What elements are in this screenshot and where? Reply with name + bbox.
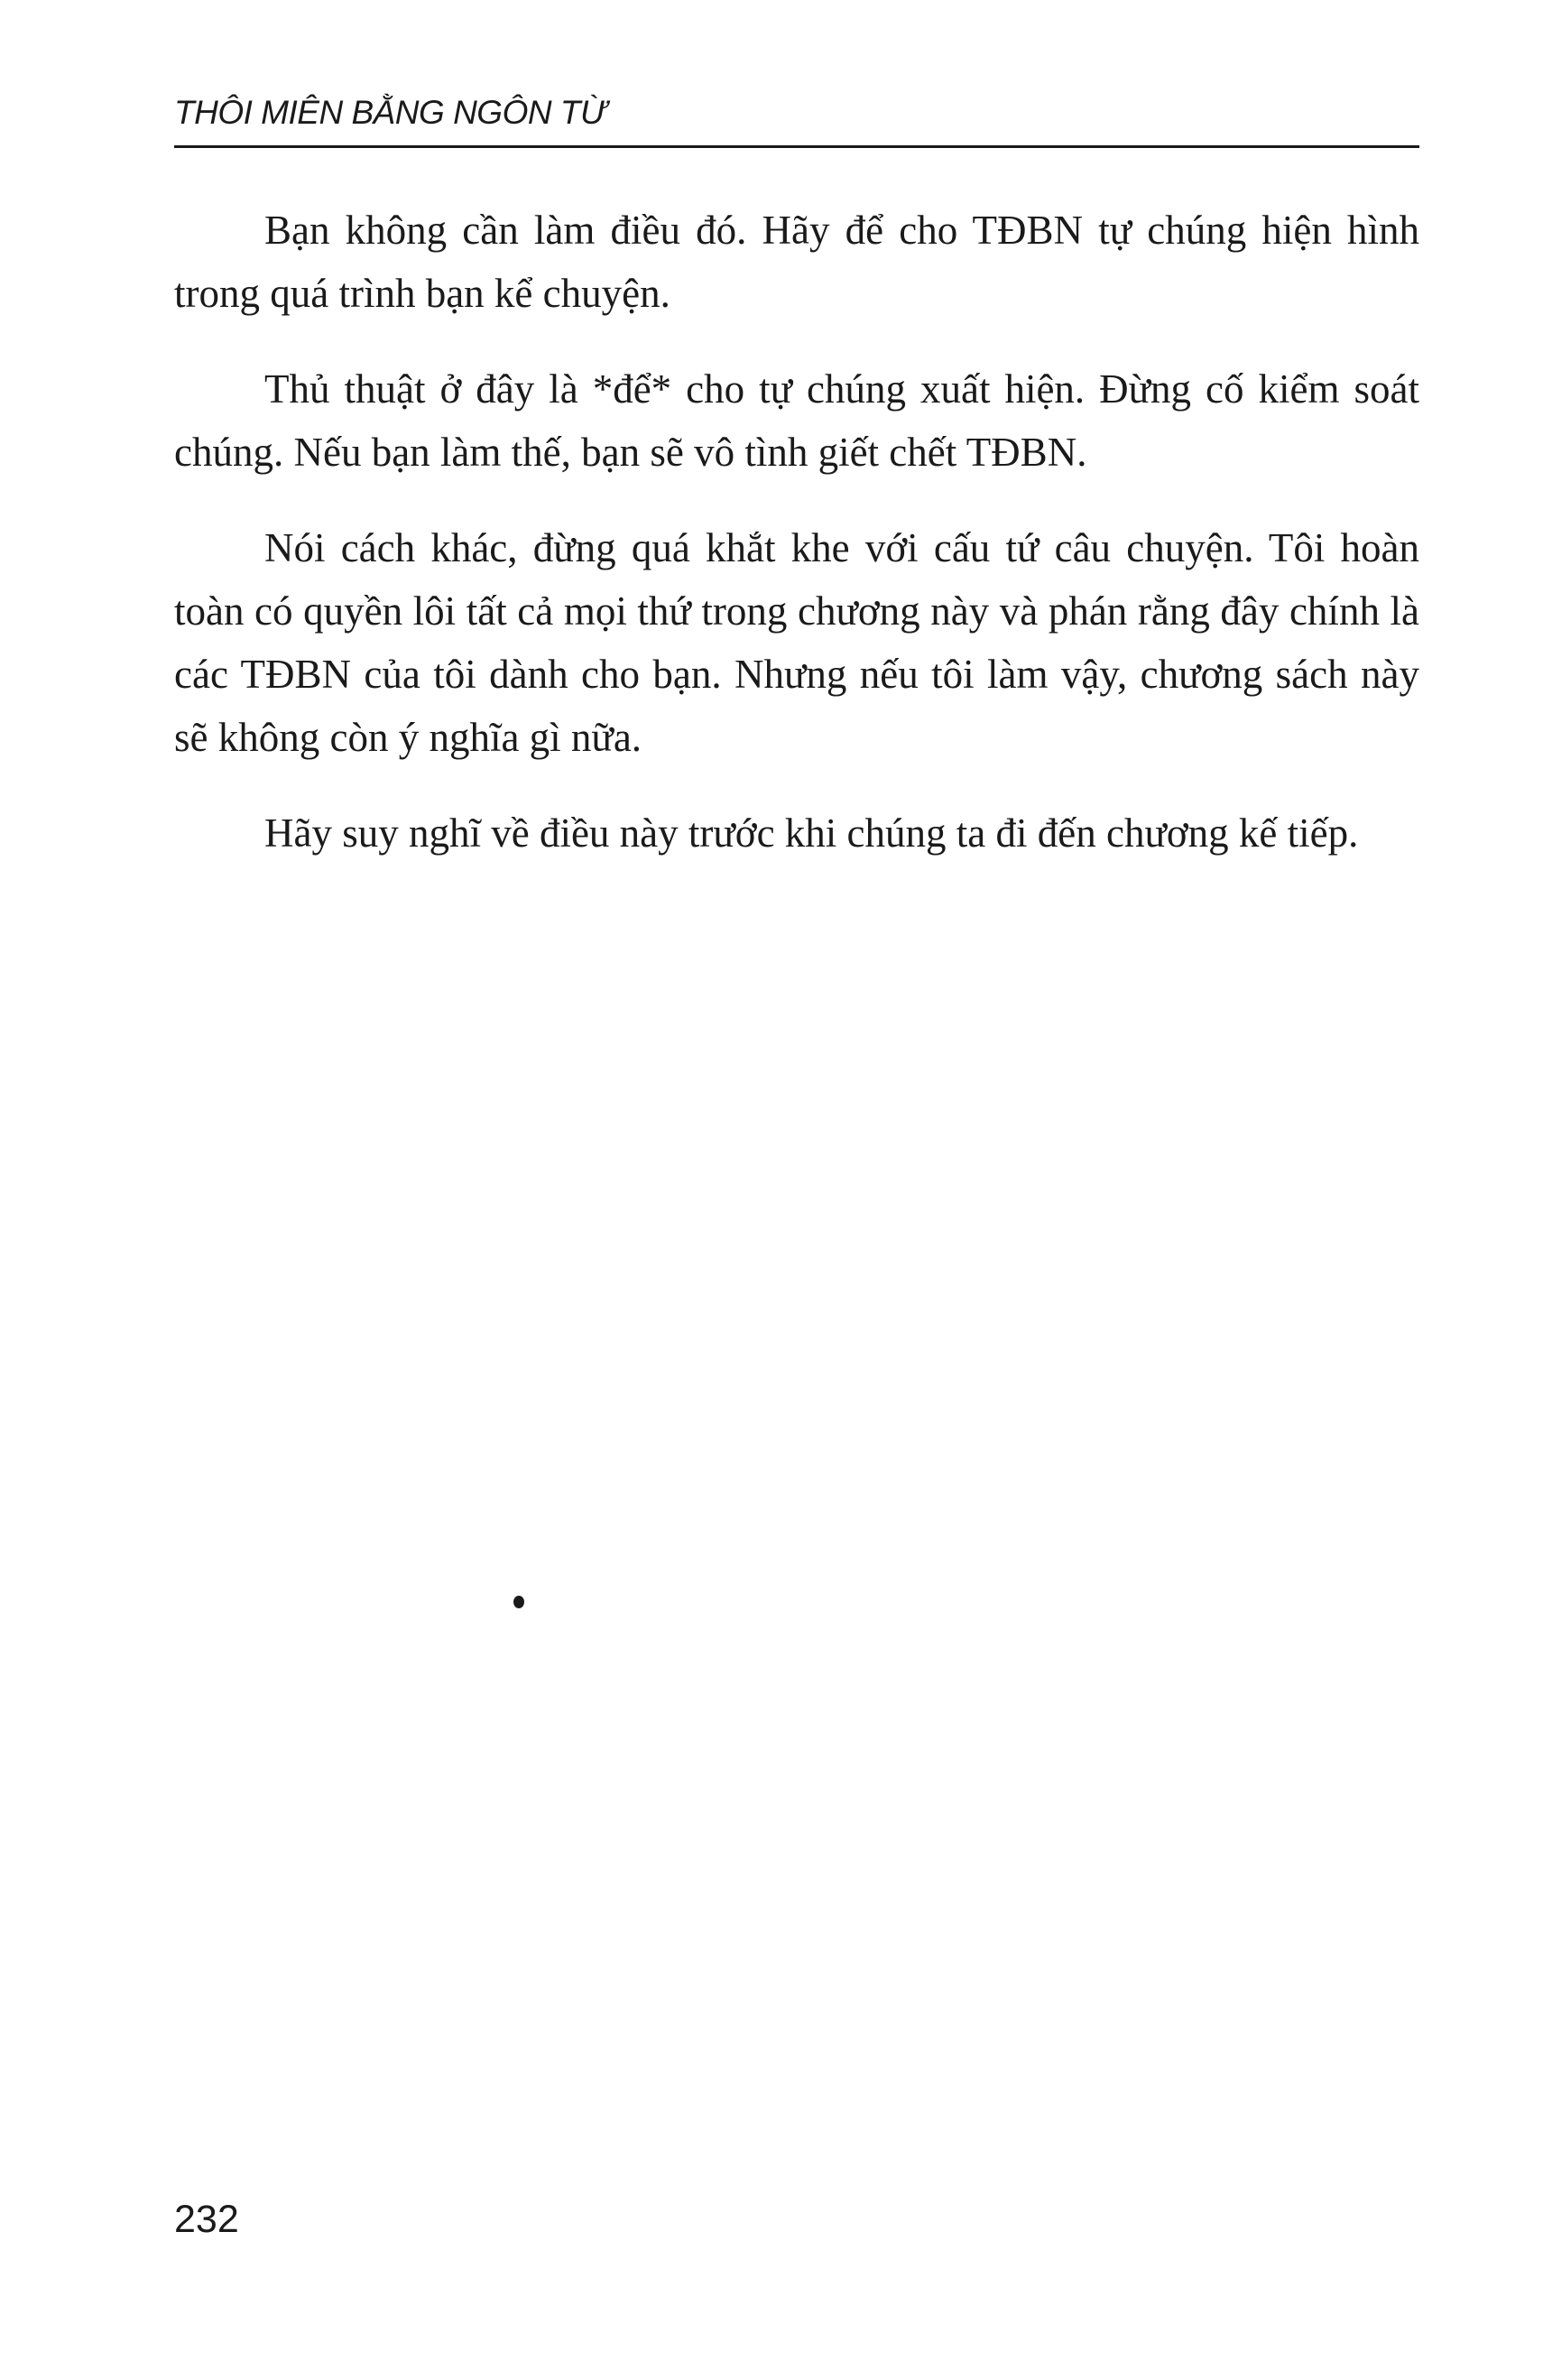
- paragraph-4: Hãy suy nghĩ về điều này trước khi chúng ta đi đến chương kế tiếp.: [264, 810, 1359, 856]
- header-rule: [174, 145, 1419, 148]
- paragraph-1: Bạn không cần làm điều đó. Hãy để cho TĐBN tự chúng hiện hình trong quá trình bạn kể chuyện.: [174, 208, 1419, 316]
- running-head: THÔI MIÊN BẰNG NGÔN TỪ: [174, 94, 606, 131]
- body-text: [174, 199, 1419, 897]
- ink-dot-mark: [513, 1596, 524, 1608]
- paragraph-2: Thủ thuật ở đây là *để* cho tự chúng xuất hiện. Đừng cố kiểm soát chúng. Nếu bạn làm thế, bạn sẽ vô tình giết chết TĐBN.: [174, 366, 1419, 475]
- page-number: 232: [174, 2198, 239, 2241]
- paragraph-3: Nói cách khác, đừng quá khắt khe với cấu tứ câu chuyện. Tôi hoàn toàn có quyền lôi tất cả mọi thứ trong chương này và phán rằng đây chính là các TĐBN của tôi dành cho bạn. Nhưng nếu tôi làm vậy, chương sách này sẽ không còn ý nghĩa gì nữa.: [174, 525, 1419, 760]
